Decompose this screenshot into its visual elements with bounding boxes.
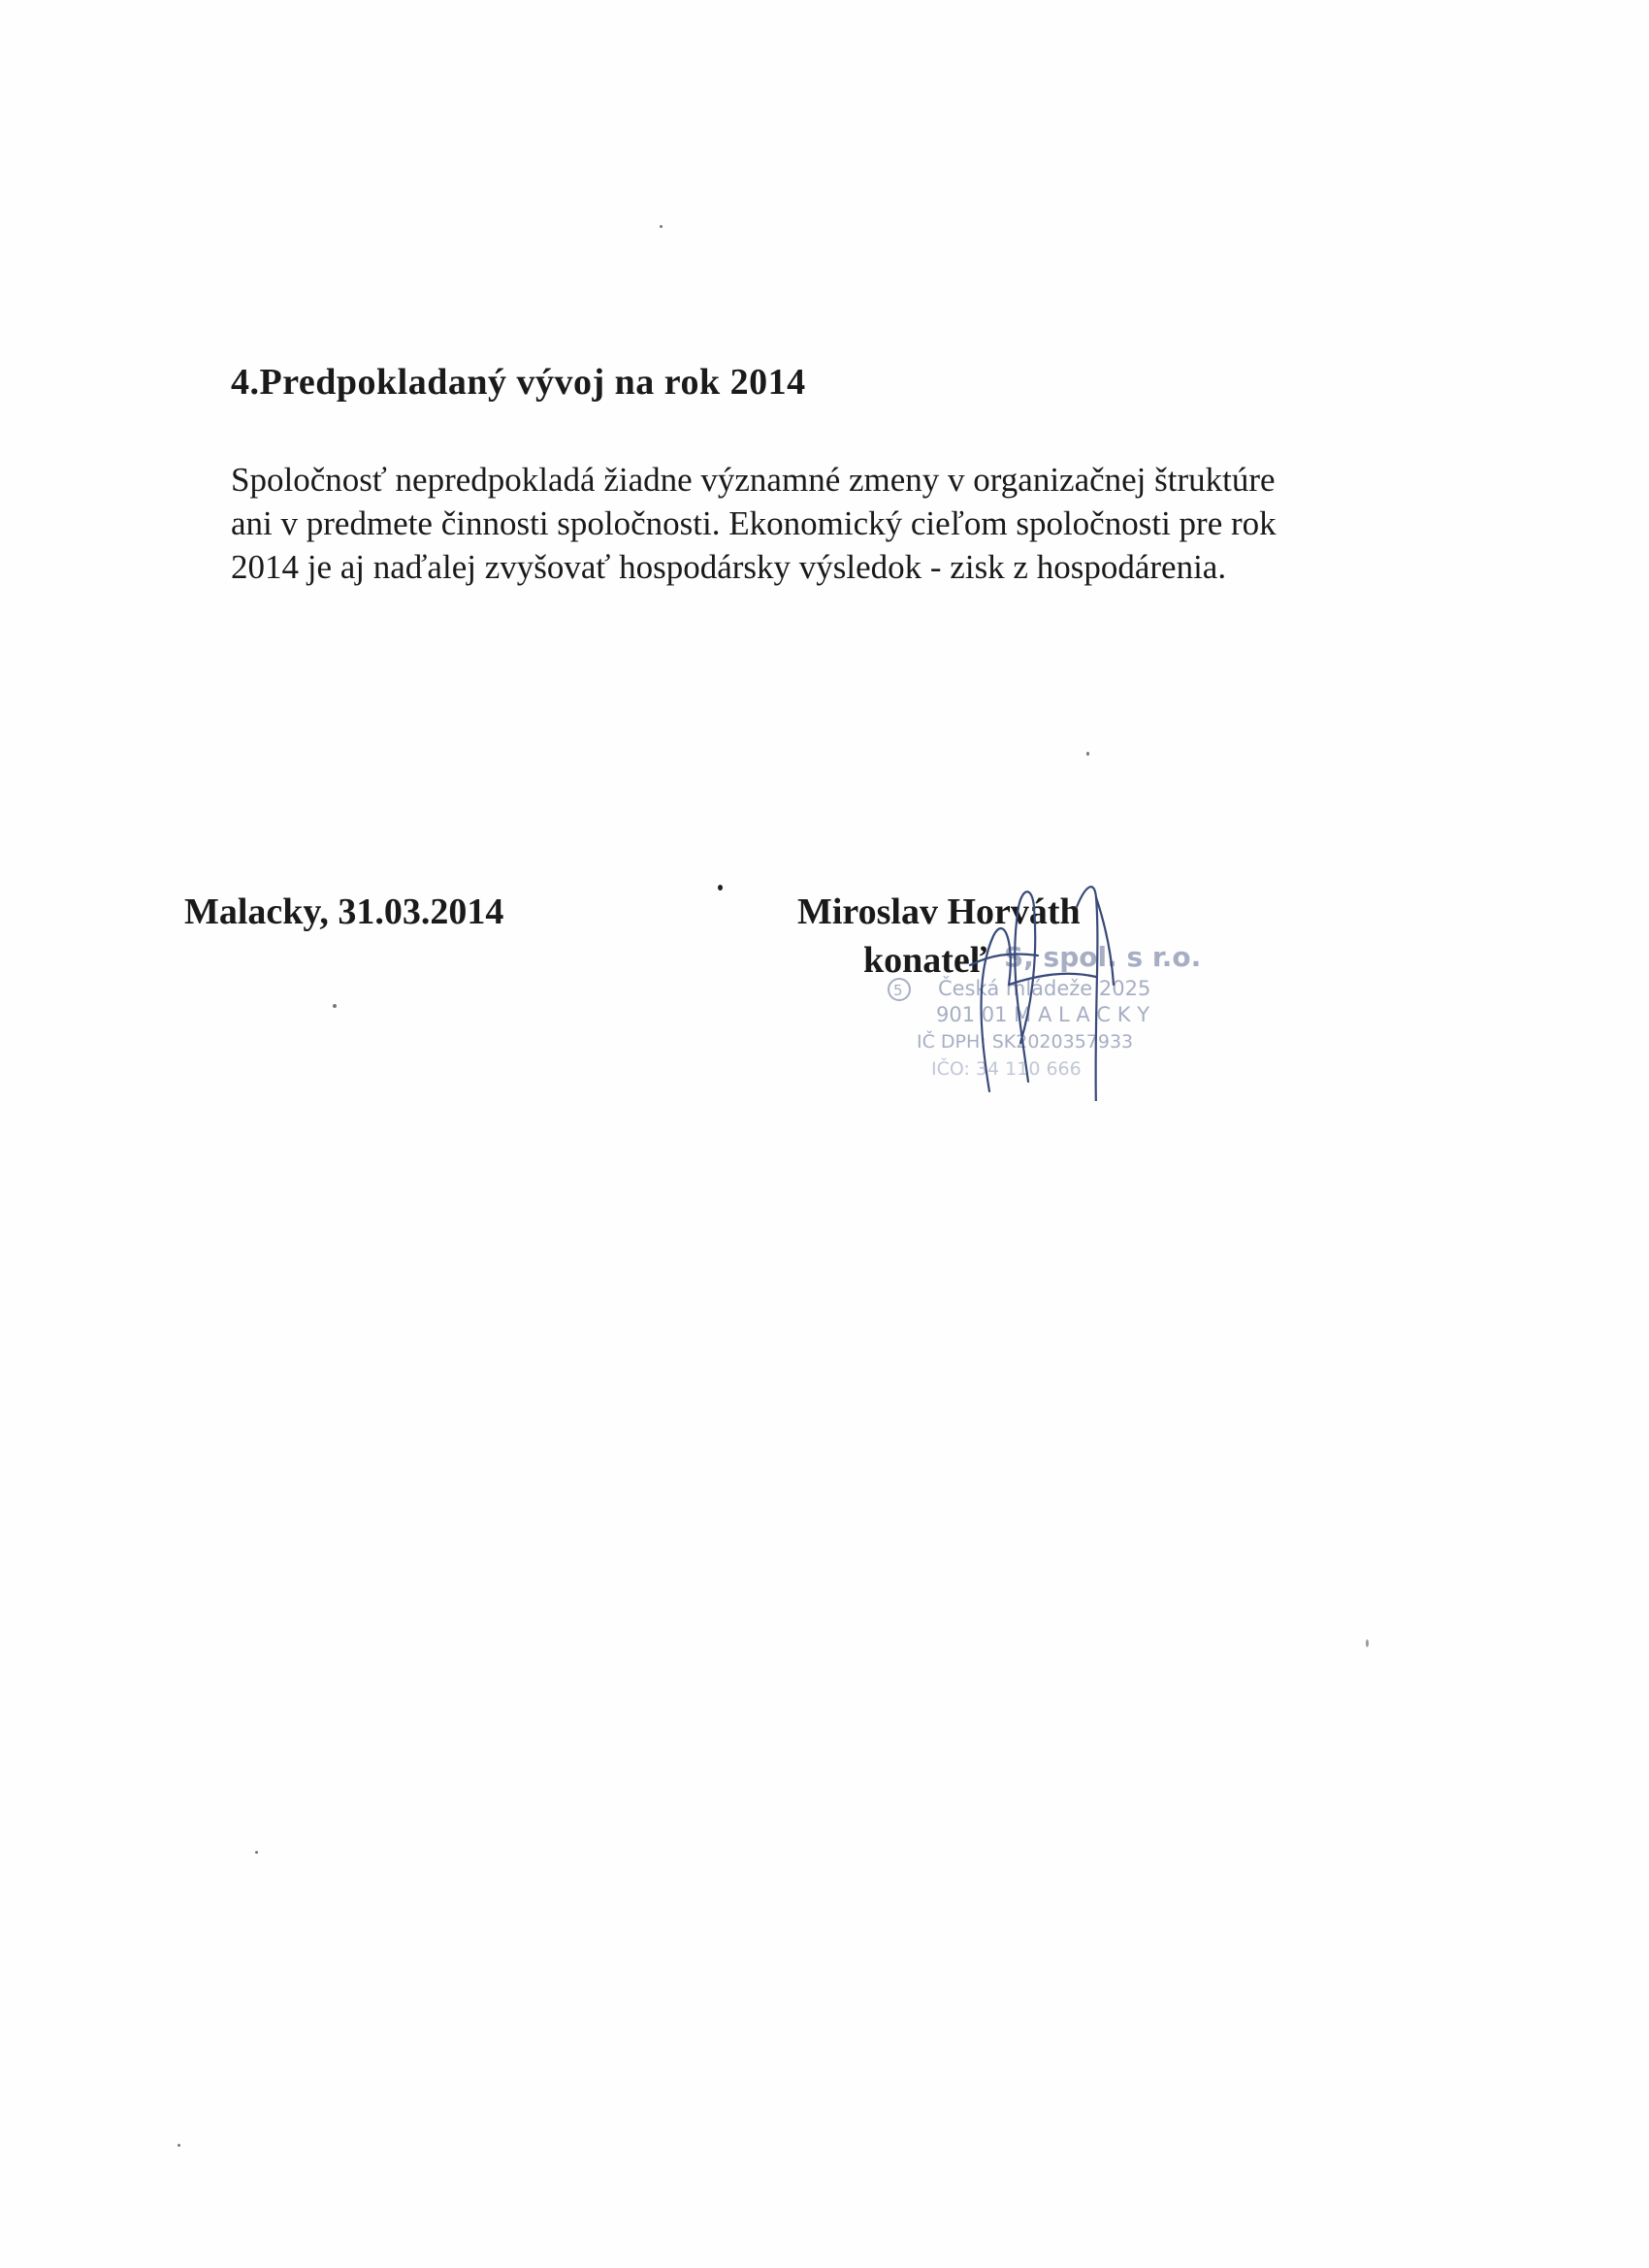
signatory-role: konateľ xyxy=(863,940,987,981)
scan-speck xyxy=(1366,1639,1369,1647)
place-and-date: Malacky, 31.03.2014 xyxy=(184,891,504,932)
signatory-name: Miroslav Horváth xyxy=(797,891,1081,932)
body-line: 2014 je aj naďalej zvyšovať hospodársky výsledok - zisk z hospodárenia. xyxy=(231,548,1227,586)
scan-speck xyxy=(1086,752,1089,756)
stamp-line: IČO: 34 110 666 xyxy=(931,1058,1082,1080)
scan-speck xyxy=(333,1004,337,1008)
stamp-line: S, spol. s r.o. xyxy=(1004,941,1202,973)
stamp-line: 901 01 M A L A C K Y xyxy=(936,1003,1150,1026)
stamp-line: IČ DPH: SK2020357933 xyxy=(917,1031,1134,1053)
body-line: ani v predmete činnosti spoločnosti. Ekonomický cieľom spoločnosti pre rok xyxy=(231,504,1277,542)
body-paragraph xyxy=(231,458,1424,589)
scan-speck xyxy=(660,225,663,228)
stamp-number: 5 xyxy=(893,982,903,999)
handwritten-signature xyxy=(951,868,1145,1101)
body-line: Spoločnosť nepredpokladá žiadne významné zmeny v organizačnej štruktúre xyxy=(231,461,1276,499)
section-heading: 4.Predpokladaný vývoj na rok 2014 xyxy=(231,362,806,403)
scan-speck xyxy=(178,2144,180,2147)
scan-speck xyxy=(255,1851,258,1854)
stamp-line: Česká mládeže 2025 xyxy=(938,977,1151,1000)
scan-speck xyxy=(718,885,723,891)
